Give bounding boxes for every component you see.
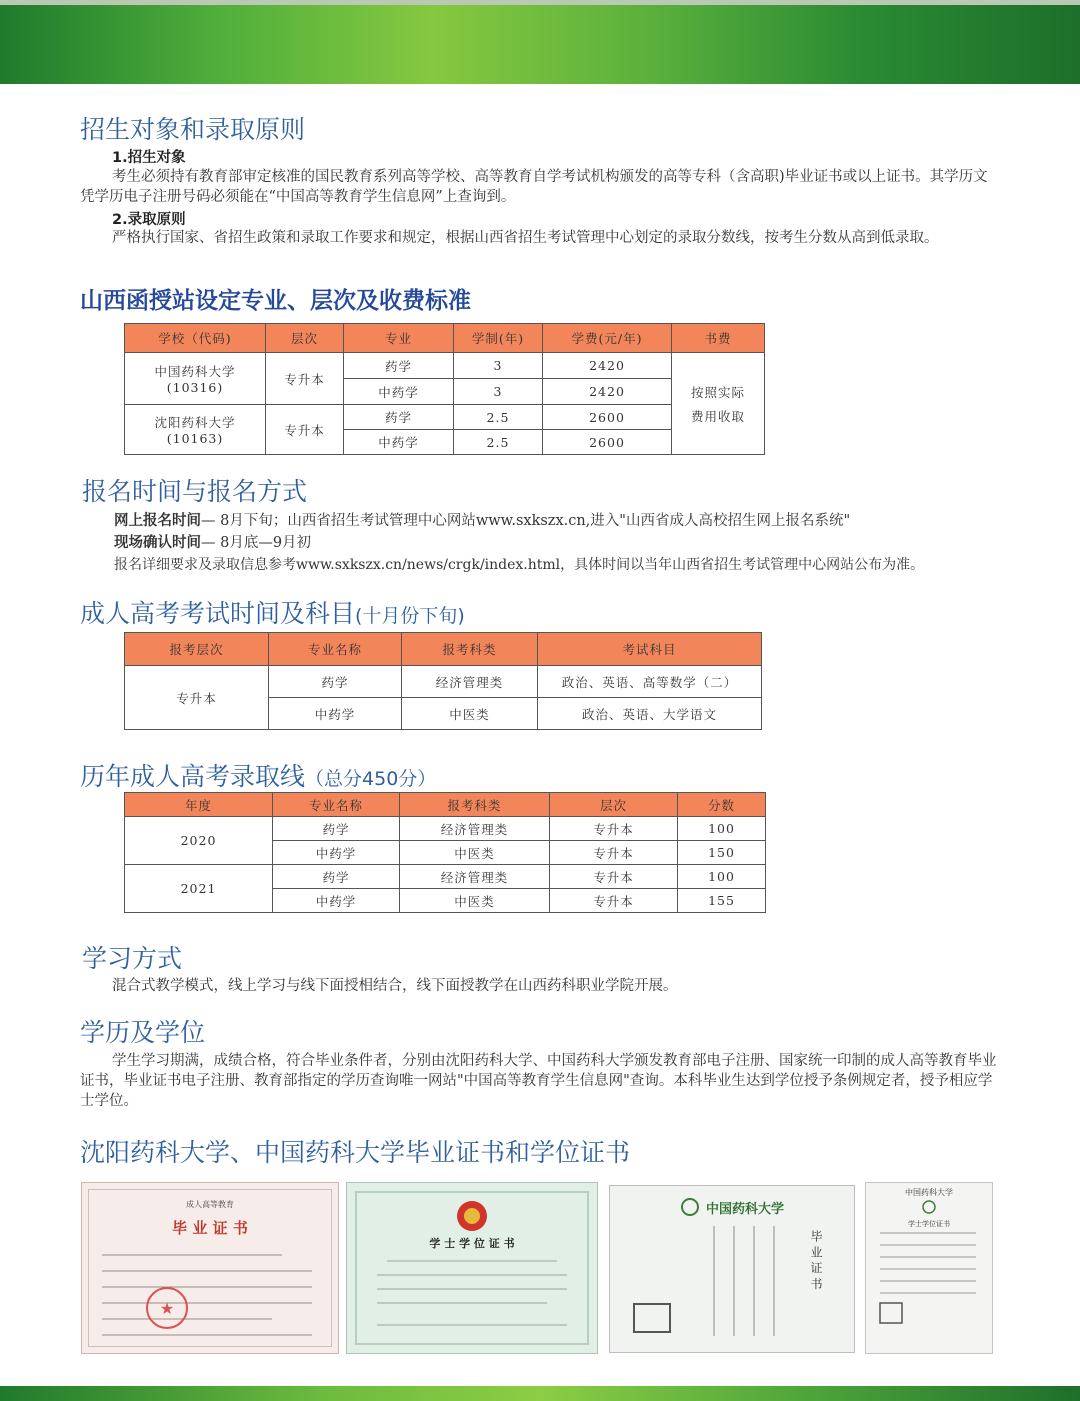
major-cell: 中药学 — [344, 379, 454, 405]
registration-detail: 报名详细要求及录取信息参考www.sxkszx.cn/news/crgk/index.html，具体时间以当年山西省招生考试管理中心网站公布为准。 — [114, 557, 925, 573]
degree-title: 学历及学位 — [80, 1018, 206, 1047]
majors-header: 学费(元/年) — [543, 324, 672, 353]
registration-confirm — [114, 533, 311, 553]
score-value-cell: 100 — [678, 817, 766, 841]
school-cell — [125, 353, 266, 405]
cpu-degree-certificate-image — [865, 1182, 993, 1354]
cert4-graphics — [866, 1183, 992, 1353]
top-banner-strip — [0, 0, 1080, 5]
years-cell: 2.5 — [454, 405, 543, 430]
cert1-lines — [82, 1183, 338, 1353]
majors-header: 书费 — [672, 324, 765, 353]
majors-header: 学制(年) — [454, 324, 543, 353]
admission-sub1: 1.招生对象 — [112, 150, 186, 166]
confirm-label: 现场确认时间 — [114, 534, 201, 551]
score-level-cell: 专升本 — [550, 817, 678, 841]
exam-title — [80, 594, 465, 630]
score-level-cell: 专升本 — [550, 865, 678, 889]
majors-title: 山西函授站设定专业、层次及收费标准 — [80, 288, 471, 314]
scores-header: 分数 — [678, 793, 766, 817]
scores-title — [80, 757, 436, 793]
cert1-title: 毕 业 证 书 — [172, 1219, 248, 1237]
svg-text:★: ★ — [159, 1299, 175, 1318]
certificates-title: 沈阳药科大学、中国药科大学毕业证书和学位证书 — [80, 1138, 631, 1167]
cert1-top-text: 成人高等教育 — [186, 1200, 234, 1209]
major-cell: 药学 — [344, 405, 454, 430]
scores-header: 年度 — [125, 793, 273, 817]
years-cell: 3 — [454, 379, 543, 405]
registration-online — [114, 511, 850, 531]
scores-title-note: （总分450分） — [305, 768, 437, 790]
study-text: 混合式教学模式，线上学习与线下面授相结合，线下面授教学在山西药科职业学院开展。 — [112, 978, 678, 994]
cert4-school: 中国药科大学 — [905, 1188, 953, 1197]
exam-header: 报考科类 — [402, 633, 538, 666]
fee-cell: 2600 — [543, 405, 672, 430]
exam-table — [124, 632, 762, 730]
top-banner — [0, 0, 1080, 84]
confirm-text: — 8月底—9月初 — [201, 535, 312, 551]
score-value-cell: 155 — [678, 889, 766, 913]
major-cell: 中药学 — [344, 430, 454, 455]
book-fee-line: 按照实际 — [690, 384, 745, 400]
registration-title: 报名时间与报名方式 — [82, 477, 308, 506]
online-text: — 8月下旬；山西省招生考试管理中心网站www.sxkszx.cn,进入"山西省成人高校招生网上报名系统" — [201, 513, 851, 529]
book-fee-line: 费用收取 — [690, 408, 745, 424]
exam-title-main: 成人高考考试时间及科目 — [80, 599, 356, 628]
majors-header: 学校（代码) — [125, 324, 266, 353]
school-cell — [125, 405, 266, 455]
school-code: (10163) — [166, 431, 224, 446]
exam-major-cell: 中药学 — [269, 698, 402, 730]
score-category-cell: 经济管理类 — [400, 865, 550, 889]
score-category-cell: 中医类 — [400, 889, 550, 913]
level-cell: 专升本 — [266, 405, 344, 455]
level-cell: 专升本 — [266, 353, 344, 405]
majors-header: 专业 — [344, 324, 454, 353]
cert3-school: 中国药科大学 — [706, 1202, 785, 1217]
school-name: 中国药科大学 — [154, 364, 236, 379]
score-major-cell: 中药学 — [273, 841, 400, 865]
exam-level-cell: 专升本 — [125, 666, 269, 730]
exam-subjects-cell: 政治、英语、高等数学（二） — [538, 666, 762, 698]
exam-header: 报考层次 — [125, 633, 269, 666]
graduation-certificate-image — [81, 1182, 339, 1354]
exam-major-cell: 药学 — [269, 666, 402, 698]
online-label: 网上报名时间 — [114, 512, 201, 529]
book-fee-cell — [672, 353, 765, 455]
scores-title-main: 历年成人高考录取线 — [80, 762, 306, 791]
cert4-title: 学士学位证书 — [908, 1220, 950, 1228]
score-major-cell: 药学 — [273, 865, 400, 889]
degree-certificate-image — [346, 1182, 598, 1354]
cert3-title: 毕 业 证 书 — [809, 1230, 823, 1290]
admission-sub2: 2.录取原则 — [112, 212, 186, 228]
year-cell: 2021 — [125, 865, 273, 913]
bottom-banner — [0, 1386, 1080, 1401]
score-value-cell: 100 — [678, 865, 766, 889]
score-major-cell: 中药学 — [273, 889, 400, 913]
exam-category-cell: 中医类 — [402, 698, 538, 730]
study-title: 学习方式 — [82, 944, 183, 973]
school-name: 沈阳药科大学 — [154, 415, 236, 430]
exam-category-cell: 经济管理类 — [402, 666, 538, 698]
major-cell: 药学 — [344, 353, 454, 379]
exam-header: 考试科目 — [538, 633, 762, 666]
score-major-cell: 药学 — [273, 817, 400, 841]
cert2-emblem — [347, 1183, 597, 1353]
score-category-cell: 经济管理类 — [400, 817, 550, 841]
fee-cell: 2420 — [543, 379, 672, 405]
fee-cell: 2600 — [543, 430, 672, 455]
scores-table — [124, 792, 766, 913]
scores-header: 报考科类 — [400, 793, 550, 817]
years-cell: 2.5 — [454, 430, 543, 455]
score-category-cell: 中医类 — [400, 841, 550, 865]
majors-table — [124, 323, 765, 455]
fee-cell: 2420 — [543, 353, 672, 379]
scores-header: 专业名称 — [273, 793, 400, 817]
degree-text: 学生学习期满，成绩合格，符合毕业条件者，分别由沈阳药科大学、中国药科大学颁发教育部电子注册、国家统一印制的成人高等教育毕业证书，毕业证书电子注册、教育部指定的学历查询唯一网站"中国高等教育学生信息网"查询。本科毕业生达到学位授予条例规定者，授予相应学士学位。 — [80, 1053, 997, 1109]
admission-para2: 严格执行国家、省招生政策和录取工作要求和规定，根据山西省招生考试管理中心划定的录取分数线，按考生分数从高到低录取。 — [112, 230, 939, 246]
year-cell: 2020 — [125, 817, 273, 865]
score-level-cell: 专升本 — [550, 889, 678, 913]
cpu-graduation-certificate-image — [609, 1185, 855, 1353]
admission-para1: 考生必须持有教育部审定核准的国民教育系列高等学校、高等教育自学考试机构颁发的高等专科（含高职)毕业证书或以上证书。其学历文凭学历电子注册号码必须能在“中国高等教育学生信息网”上查询到。 — [80, 169, 988, 205]
exam-subjects-cell: 政治、英语、大学语文 — [538, 698, 762, 730]
exam-title-note: (十月份下旬) — [355, 605, 465, 627]
score-value-cell: 150 — [678, 841, 766, 865]
admission-title: 招生对象和录取原则 — [80, 115, 306, 144]
years-cell: 3 — [454, 353, 543, 379]
score-level-cell: 专升本 — [550, 841, 678, 865]
exam-header: 专业名称 — [269, 633, 402, 666]
majors-header: 层次 — [266, 324, 344, 353]
school-code: (10316) — [166, 380, 224, 395]
scores-header: 层次 — [550, 793, 678, 817]
cert2-title: 学 士 学 位 证 书 — [429, 1237, 515, 1250]
